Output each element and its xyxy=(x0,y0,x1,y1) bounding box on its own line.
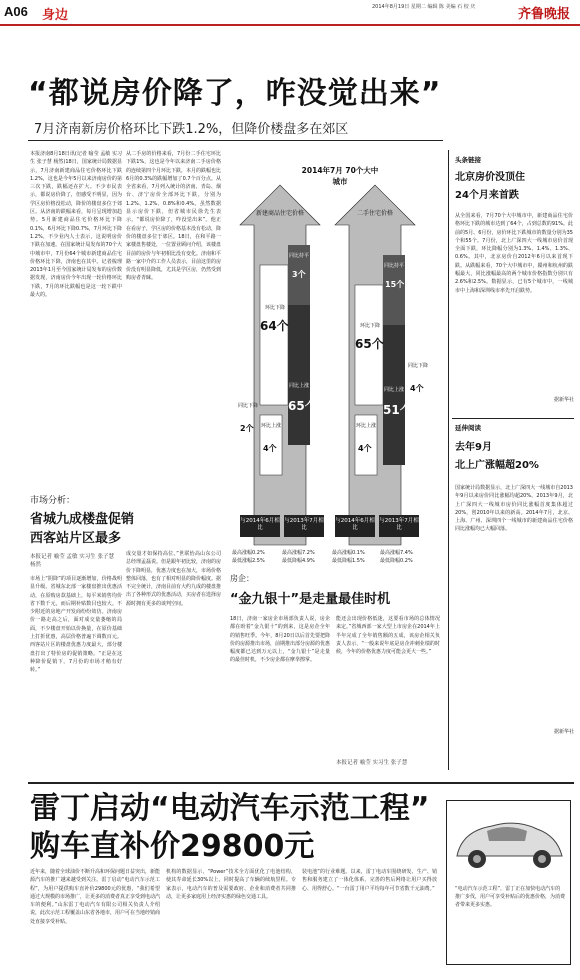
new-house-label: 新建商品住宅价格 xyxy=(255,210,304,217)
stats-second-yoy xyxy=(380,549,413,565)
analysis-kicker: 市场分析： xyxy=(30,496,76,506)
main-story-col2: 从二手房的价格来看，7月份二手住宅环比下跌1%，这也是今年以来济南二手房价格的连续第四个月环比下跌，本月的跌幅也比6月的0.3%的跌幅增加了0.7个百分点。从全省来看，7月列入统计的济南、青岛、烟台、济宁房价全部环比下跌，分别为1.2%、1.2%、0.8%和0.4%。虽然数据显示房价下跌，但省城市民徐先生表示，“都说房价降了，咋没觉出来”。他正在看房子，学区房的价格基本没有松动，降价的楼盘多位于郊区。18日，在和平路一家楼盘售楼处，一位置业顾问介绍，该楼盘目前的房价与年初相比没有变化。济南和平路一家中介的工作人员表示，目前这里的房价没有明显降低，尤其是学区房，仍然受到购房者青睐。 xyxy=(126,151,221,282)
second-compare-mom: 与2014年6月相比 xyxy=(335,518,375,531)
stat-text: 最高涨幅0.1% xyxy=(332,550,365,556)
analysis-headline-line: 西客站片区最多 xyxy=(30,531,122,546)
stat-text: 最低降幅0.2% xyxy=(380,558,413,564)
ev-headline-line: 购车直补价29800元 xyxy=(30,829,315,864)
new-compare-yoy: 与2013年7月相比 xyxy=(284,518,324,531)
stat-text: 最低涨幅2.5% xyxy=(232,558,265,564)
sidebar-body-2: 国家统计局数据显示，北上广深四大一线城市自2013年9月以来房价同比涨幅均超20%。2013年9月，北上广深四大一线城市房价同比涨幅首度集体超过20%，创2010年以来的新高。2014年7月，北京、上海、广州、深圳四个一线城市的新建商品住宅价格同比涨幅均已大幅回落。 xyxy=(455,485,573,533)
second-flat-label: 同比持平 xyxy=(383,263,404,269)
newspaper-logo: 齐鲁晚报 xyxy=(518,7,571,22)
second-hand-label: 二手住宅价格 xyxy=(356,210,393,217)
masthead xyxy=(0,0,580,26)
second-flat-count: 15个 xyxy=(385,280,405,289)
stats-new-yoy xyxy=(282,549,315,565)
stat-text: 最高涨幅7.2% xyxy=(282,550,315,556)
sidebar-credit-2: 据新华社 xyxy=(553,729,574,735)
second-down-count: 65个 xyxy=(355,337,384,351)
new-compare-mom: 与2014年6月相比 xyxy=(240,518,280,531)
sidebar-kicker-2: 延伸阅读 xyxy=(455,424,481,432)
analysis-byline: 本报记者 喻莹 孟敏 实习生 张子慧 杨然 xyxy=(30,554,114,568)
new-up-label: 同比上涨 xyxy=(288,383,309,389)
ev-headline xyxy=(30,790,429,866)
second-yoy-down-count: 4个 xyxy=(410,384,424,393)
analysis-body: 市场上“阴降”的项目逐渐增加，价格战明显升级。省城东北部一家楼盘推出优惠活动，在原购房款基础上，每平米销售均价省下数千元，而后期补贴数目也较大。不少附近的房地产开发商纷纷效仿。济南房价一路走高之后，面对成交量萎缩的局面，不少楼盘开始以价换量，在原价基础上打折优惠，高层价格普遍下调数百元。西客站片区的楼盘优惠力度最大，部分楼盘打出了特价房的促销策略。“正是在这种降价促销下，7月份的市场才稍有好转。” xyxy=(30,576,122,674)
second-yoy-down-label: 同比下降 xyxy=(408,363,429,369)
stat-text: 最高涨幅0.2% xyxy=(232,550,265,556)
mid-story-body-2: 能还会出现价格低迷，这要看市场的总体情况来定。”省城西部一家大型上市房企在2014年上半年完成了全年销售额的五成，该房企相关负责人表示，“一般来说年底是房企冲刺业绩的时候，今年的价格优惠力度可能会更大一些。” xyxy=(336,616,440,656)
new-flat-label: 同比持平 xyxy=(288,253,309,259)
car-photo-frame xyxy=(446,800,571,965)
second-down-label: 环比下降 xyxy=(359,323,380,329)
stat-text: 最低降幅1.5% xyxy=(332,558,365,564)
second-mom-up-label: 环比上涨 xyxy=(355,423,376,429)
stats-new-mom xyxy=(232,549,265,565)
ev-body-3: 装电池”的行业难题。以来，雷丁电动车围绕研发、生产、销售和服务建立了一体化体系，完善的售后网络让用户买得放心、用得舒心。“一台雷丁用户平均每年可节省数千元油费。” xyxy=(302,869,437,892)
new-up-count: 65个 xyxy=(288,399,317,413)
second-compare-yoy: 与2013年7月相比 xyxy=(379,518,419,531)
mid-story-byline: 本报记者 喻莹 实习生 张子慧 xyxy=(336,760,408,766)
ev-headline-line: 雷丁启动“电动汽车示范工程” xyxy=(30,791,430,826)
ev-body: 近年来，随着全球油价不断升高和环保问题日益突出，新能源汽车的推广越来越受到关注。雷丁启动“电动汽车示范工程”，为用户提供购车直补价29800元的优惠，“我们希望通过大规模的市场推广，让更多的消费者真正享受到电动汽车的便利。”山东雷丁电动汽车有限公司相关负责人介绍说，此次示范工程覆盖山东省各地市，用户可在当地经销商处直接享受补贴。 xyxy=(30,869,160,925)
price-infographic xyxy=(230,165,430,565)
stats-second-mom xyxy=(332,549,365,565)
main-subhead: 7月济南新房价格环比下跌1.2%，但降价楼盘多在郊区 xyxy=(34,122,349,137)
main-story-col1: 本报济南8月18日讯(记者 喻莹 孟敏 实习生 张子慧 杨然)18日，国家统计局数据显示，7月济南新建商品住宅价格环比下跌1.2%，这也是今年5月以来济南房价的第三次下跌，跌幅还在扩大。不少市民表示，都说房价降了，但感受不明显，因为学区房价格没松动，降价的楼盘多位于郊区。从济南的跌幅来看，每月呈现增加趋势。5月新建商品住宅价格环比下降0.1%，6月环比下降0.7%，7月环比下降1.2%，不少业内人士表示，这说明房价下跌在加速。在国家统计局发布的70个大中城市中，7月份64个城市新建商品住宅价格环比下降，济南也在其中。记者梳理2013年1月至今国家统计局发布的房价数据发现，济南房价今年出现一轮价格环比下跌，7月的环比跌幅也是这一轮下跌中最大的。 xyxy=(30,151,122,299)
divider xyxy=(28,140,443,141)
analysis-headline xyxy=(30,510,134,548)
new-down-label: 环比下降 xyxy=(264,305,285,311)
sidebar-body: 从全国来看，7月70个大中城市中，新建商品住宅价格环比下跌的城市达到了64个，占到总数的91%。此前的5月、6月份，房价环比下跌城市的数量分别为35个和55个。7月份，北上广深四大一线城市房价首现全面下跌，环比降幅分别为1.3%、1.4%、1.3%、0.6%。其中，北京房价自2012年6月以来首现下跌。从跌幅来看，70个大中城市中，赣州和杭州的跌幅最大，同比涨幅最高的两个城市价格指数分别只有2.6%和2.5%。数据显示，已有5个城市中，一线城市中上海和深圳线市率先开启跌势。 xyxy=(455,213,573,294)
second-up-label: 同比上涨 xyxy=(383,387,404,393)
sidebar-title-2: 24个月来首跌 xyxy=(455,190,519,201)
new-mom-up-label: 环比上涨 xyxy=(260,423,281,429)
section-name: 身边 xyxy=(42,8,69,23)
ev-body-2: 机构的数据显示，“Power”技术全方面优化了电池结构，使其寿命延长30%以上，同时提高了车辆的续航里程。专家表示，电动汽车的普及需要政府、企业和消费者共同推动，让更多家庭用上经济实惠的绿色交通工具。 xyxy=(166,869,296,900)
infographic-title: 2014年7月 70个大中城市 xyxy=(301,166,379,186)
sidebar-divider xyxy=(448,150,449,770)
car-image xyxy=(447,801,570,881)
mid-story-title: “金九银十”是走量最佳时机 xyxy=(230,592,391,607)
main-headline: “都说房价降了，咋没觉出来” xyxy=(28,76,442,111)
issue-info: 2014年8月19日 星期二 编辑 陈 美编 石 校 庆 xyxy=(372,4,476,10)
analysis-headline-line: 省城九成楼盘促销 xyxy=(30,512,135,527)
sidebar-credit: 据新华社 xyxy=(553,397,574,403)
mid-story-body: 18日，济南一家房企市场部负责人说，房企都在盼着“金九银十”的到来，这是房企全年的销售旺季。今年，8月20日以后首先要把降价的房源推出市场，前期推出部分房源的优惠幅度都已达到万元以上，“金九银十”是走量的最佳时机，不少房企都在摩拳擦掌。 xyxy=(230,616,330,664)
second-mom-up-count: 4个 xyxy=(358,444,372,453)
new-yoy-down-label: 同比下降 xyxy=(238,403,259,409)
new-mom-up-count: 4个 xyxy=(263,444,277,453)
divider xyxy=(28,782,574,784)
stat-text: 最低降幅4.9% xyxy=(282,558,315,564)
divider xyxy=(452,418,574,419)
car-caption: “电动汽车示范工程”，雷丁正在加快电动汽车的推广步伐，用户可享受补贴后的优惠价格，为消费者带来更多实惠。 xyxy=(455,886,566,908)
new-down-count: 64个 xyxy=(260,319,289,333)
new-flat-count: 3个 xyxy=(292,270,306,279)
sidebar-title2-2: 北上广涨幅超20% xyxy=(455,460,539,471)
analysis-body-2: 成交量才如保持高位。”世联怡高山东公司总经理孟磊说。但是跟年初比较，济南的房价下降明显，优惠力度也在加大，市场价格整体回落，也有了相对明显的降价幅度。据不完全统计，济南目前有大约九成的楼盘推出了各种形式的优惠活动，买房者在选择房源时拥有更多的谈判空间。 xyxy=(126,551,221,607)
stat-text: 最高涨幅7.4% xyxy=(380,550,413,556)
infographic-graphic xyxy=(230,165,430,565)
sidebar-kicker: 头条链接 xyxy=(455,156,481,164)
sidebar-title-1: 北京房价没顶住 xyxy=(455,172,525,183)
second-up-count: 51个 xyxy=(383,403,412,417)
page-number: A06 xyxy=(4,4,28,19)
mid-story-kicker: 房企： xyxy=(230,574,254,583)
new-yoy-down-count: 2个 xyxy=(240,424,254,433)
sidebar-title2-1: 去年9月 xyxy=(455,442,492,453)
